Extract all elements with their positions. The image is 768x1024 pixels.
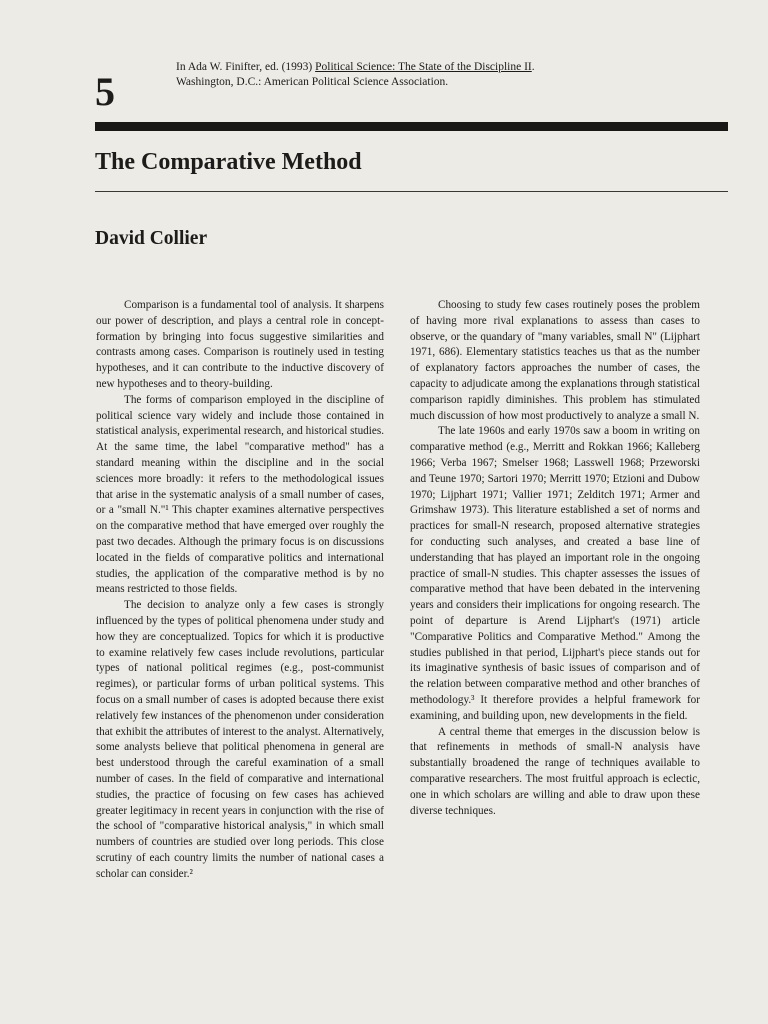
paragraph: Comparison is a fundamental tool of analysis. It sharpens our power of description, and plays a central role in concept-formation by bringing into focus suggestive similarities and contrasts among cases. Comparison is routinely used in testing hypotheses, and it can contribute to the inductive discovery of new hypotheses and to theory-building. bbox=[96, 299, 384, 390]
thick-divider bbox=[95, 122, 728, 131]
source-citation bbox=[176, 60, 535, 90]
paragraph: The late 1960s and early 1970s saw a boom in writing on comparative method (e.g., Merritt and Rokkan 1966; Kalleberg 1966; Verba 1967; Smelser 1968; Lasswell 1968; Przeworski and Teune 1970; Sartori 1970; Merritt 1970; Etzioni and Dubow 1970; Lijphart 1971; Vallier 1971; Zelditch 1971; Armer and Grimshaw 1973). This literature established a set of norms and practices for small-N research, proposed alternative strategies for conducting such analyses, and created a base line of understanding that has played an important role in the ongoing practice of small-N studies. This chapter assesses the issues of comparative method that have been debated in the intervening years and considers their implications for ongoing research. The point of departure is Arend Lijphart's (1971) article "Comparative Politics and Comparative Method." Among the studies published in that period, Lijphart's piece stands out for its imaginative synthesis of basic issues of comparison and of the relation between comparative method and other branches of methodology.³ It therefore provides a helpful framework for examining, and building upon, new developments in the field. bbox=[410, 425, 700, 722]
left-column bbox=[96, 298, 384, 882]
citation-book-title: Political Science: The State of the Discipline II bbox=[315, 61, 532, 73]
citation-suffix: . bbox=[531, 61, 535, 73]
thin-divider bbox=[95, 191, 728, 192]
chapter-number: 5 bbox=[95, 69, 115, 114]
paragraph: A central theme that emerges in the discussion below is that refinements in methods of small-N analysis have substantially broadened the range of techniques available to comparative researchers. The most fruitful approach is eclectic, one in which scholars are willing and able to draw upon these diverse techniques. bbox=[410, 725, 700, 817]
paragraph: The decision to analyze only a few cases is strongly influenced by the types of political phenomena under study and how they are conceptualized. Topics for which it is productive to examine relatively few cases include revolutions, particular types of national political regimes (e.g., post-communist regimes), or particular forms of urban political systems. This focus on a small number of cases is adopted because there exist relatively few instances of the phenomenon under consideration that exhibit the attributes of interest to the analyst. Alternatively, some analysts believe that political phenomena in general are best understood through the careful examination of a small number of cases. In the field of comparative and international studies, the practice of focusing on few cases has achieved greater legitimacy in recent years in conjunction with the rise of the school of "comparative historical analysis," in which small numbers of countries are studied over long periods. This close scrutiny of each country limits the number of national cases a scholar can consider.² bbox=[96, 599, 384, 880]
chapter-title: The Comparative Method bbox=[95, 149, 362, 175]
citation-line-2: Washington, D.C.: American Political Science Association. bbox=[176, 76, 449, 88]
paragraph: Choosing to study few cases routinely poses the problem of having more rival explanations to assess than cases to observe, or the quandary of "many variables, small N" (Lijphart 1971, 686). Elementary statistics teaches us that as the number of explanatory factors approaches the number of cases, the capacity to adjudicate among the explanations through statistical comparison rapidly diminishes. This problem has stimulated much discussion of how most productively to analyze a small N. bbox=[410, 299, 700, 422]
author-name: David Collier bbox=[95, 228, 208, 249]
citation-line-1 bbox=[176, 60, 535, 75]
citation-prefix: In Ada W. Finifter, ed. (1993) bbox=[176, 61, 316, 73]
right-column bbox=[410, 298, 700, 819]
paragraph: The forms of comparison employed in the discipline of political science vary widely and include those contained in statistical analysis, experimental research, and historical studies. At the same time, the label "comparative method" has a standard meaning within the discipline and in the social sciences more broadly: it refers to the methodological issues that arise in the systematic analysis of a small number of cases, or a "small N."¹ This chapter examines alternative perspectives on the comparative method that have emerged over roughly the past two decades. Although the primary focus is on discussions located in the fields of comparative politics and international studies, the application of the comparative method is by no means restricted to those fields. bbox=[96, 393, 384, 596]
